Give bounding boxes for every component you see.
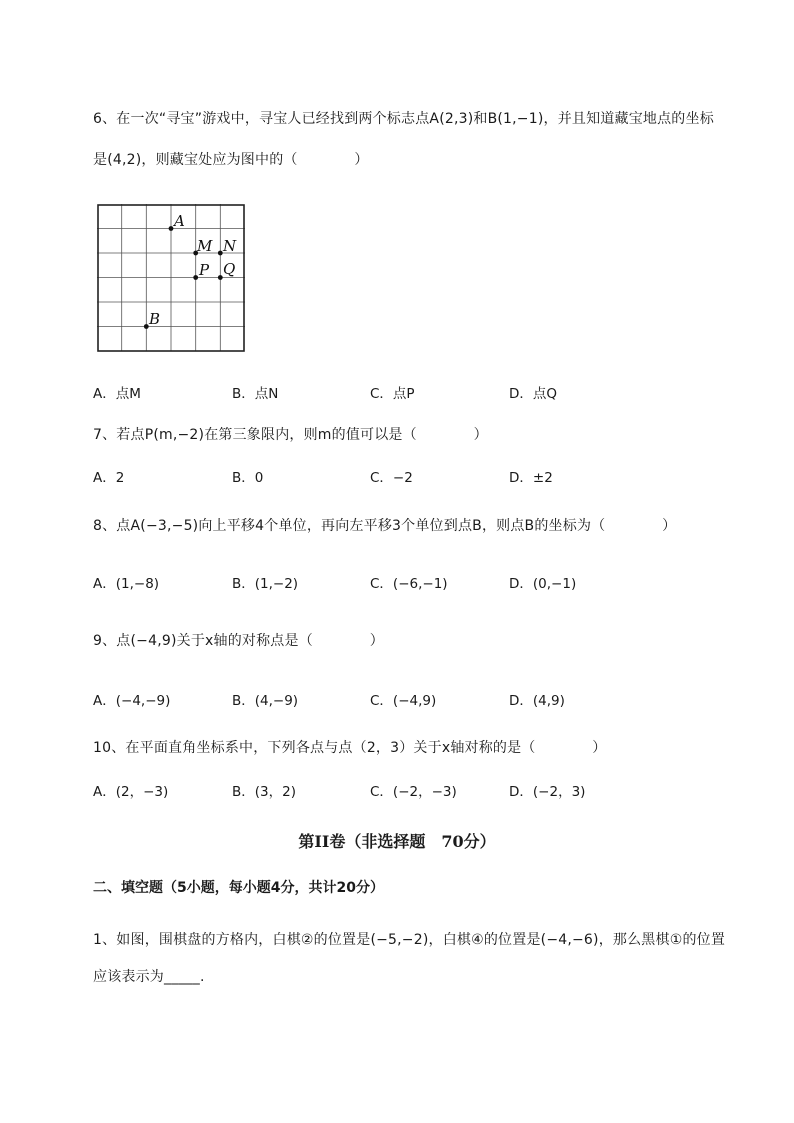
q7-option-b[interactable]: B．0	[232, 470, 264, 486]
q9-option-b[interactable]: B．(4,−9)	[232, 693, 299, 709]
q6-option-b[interactable]: B．点N	[232, 386, 279, 402]
q9-text: 9、点(−4,9)关于x轴的对称点是（ ）	[93, 633, 384, 649]
point-b-dot	[144, 324, 149, 329]
section-2-title: 第II卷（非选择题 70分）	[298, 832, 496, 851]
q10-text: 10、在平面直角坐标系中，下列各点与点（2，3）关于x轴对称的是（ ）	[93, 740, 607, 756]
point-p-dot	[193, 275, 198, 280]
q10-option-c[interactable]: C．(−2，−3)	[370, 784, 457, 800]
q6-text-line1: 6、在一次“寻宝”游戏中，寻宝人已经找到两个标志点A(2,3)和B(1,−1)，并且知道藏宝地点的坐标	[93, 111, 714, 127]
q8-option-d[interactable]: D．(0,−1)	[509, 576, 577, 592]
q10-option-d[interactable]: D．(−2，3)	[509, 784, 586, 800]
q9-option-c[interactable]: C．(−4,9)	[370, 693, 437, 709]
q8-option-a[interactable]: A．(1,−8)	[93, 576, 160, 592]
fill1-text-line2: 应该表示为_____.	[93, 969, 205, 985]
point-a-dot	[169, 226, 174, 231]
q8-option-c[interactable]: C．(−6,−1)	[370, 576, 448, 592]
point-m-label: M	[197, 237, 213, 255]
q10-option-a[interactable]: A．(2，−3)	[93, 784, 169, 800]
point-n-label: N	[223, 237, 237, 255]
q7-option-d[interactable]: D．±2	[509, 470, 553, 486]
fill1-text-line1: 1、如图，围棋盘的方格内，白棋②的位置是(−5,−2)，白棋④的位置是(−4,−6)，那么黑棋①的位置	[93, 932, 726, 948]
point-n-dot	[218, 251, 223, 256]
q7-text: 7、若点P(m,−2)在第三象限内，则m的值可以是（ ）	[93, 427, 488, 443]
q7-option-a[interactable]: A．2	[93, 470, 125, 486]
point-q-label: Q	[223, 260, 236, 278]
q6-text-line2: 是(4,2)，则藏宝处应为图中的（ ）	[93, 152, 369, 168]
point-q-dot	[218, 275, 223, 280]
point-b-label: B	[149, 310, 161, 328]
q9-option-d[interactable]: D．(4,9)	[509, 693, 565, 709]
point-a-label: A	[174, 212, 185, 230]
q6-grid-figure	[97, 204, 247, 360]
q6-option-d[interactable]: D．点Q	[509, 386, 558, 402]
point-p-label: P	[199, 261, 210, 279]
fill-in-section-heading: 二、填空题（5小题，每小题4分，共计20分）	[93, 880, 384, 896]
q7-option-c[interactable]: C．−2	[370, 470, 413, 486]
q6-option-a[interactable]: A．点M	[93, 386, 141, 402]
q8-text: 8、点A(−3,−5)向上平移4个单位，再向左平移3个单位到点B，则点B的坐标为（ ）	[93, 518, 677, 534]
q8-option-b[interactable]: B．(1,−2)	[232, 576, 299, 592]
q6-option-c[interactable]: C．点P	[370, 386, 415, 402]
q10-option-b[interactable]: B．(3，2)	[232, 784, 296, 800]
q9-option-a[interactable]: A．(−4,−9)	[93, 693, 171, 709]
